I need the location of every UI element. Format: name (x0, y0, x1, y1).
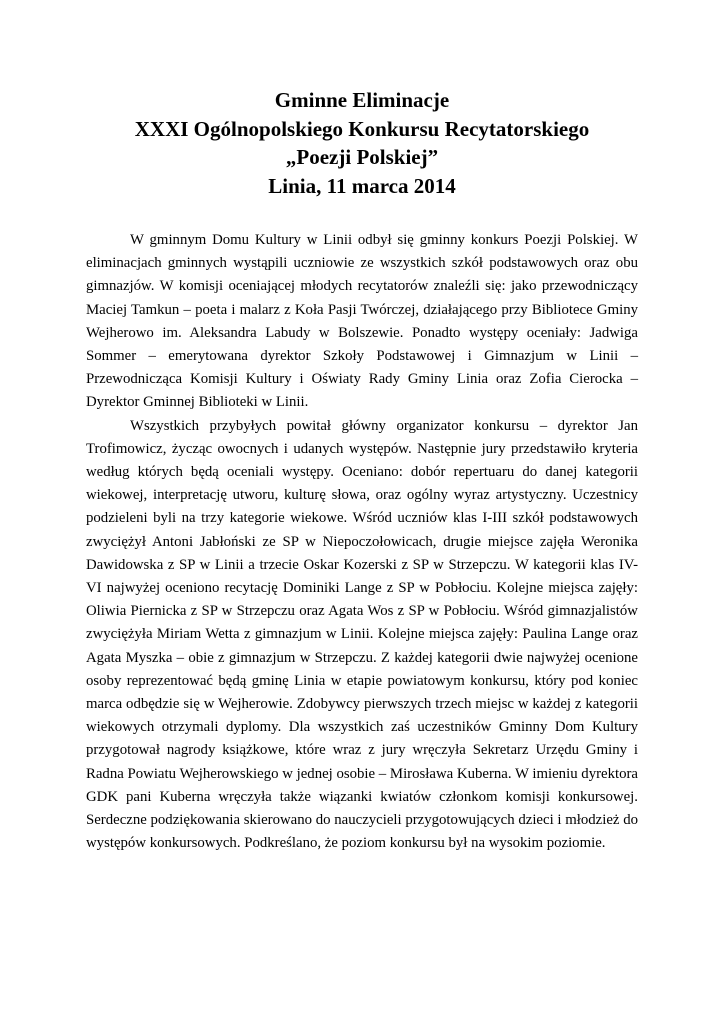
title-line-3: „Poezji Polskiej” (285, 145, 439, 169)
title-line-2: XXXI Ogólnopolskiego Konkursu Recytatorskiego (134, 116, 590, 141)
document-title (0, 86, 724, 200)
title-line-1: Gminne Eliminacje (274, 88, 450, 112)
paragraph-2: Wszystkich przybyłych powitał główny organizator konkursu – dyrektor Jan Trofimowicz, życząc owocnych i udanych występów. Następnie jury przedstawiło kryteria według których będą oceniali występy. Oceniano: dobór repertuaru do danej kategorii wiekowej, interpretację utworu, kulturę słowa, oraz ogólny wyraz artystyczny. Uczestnicy podzieleni byli na trzy kategorie wiekowe. Wśród uczniów klas I-III szkół podstawowych zwyciężył Antoni Jabłoński ze SP w Niepoczołowicach, drugie miejsce zajęła Weronika Dawidowska z SP w Linii a trzecie Oskar Kozerski z SP w Strzepczu. W kategorii klas IV-VI najwyżej oceniono recytację Dominiki Lange z SP w Pobłociu. Kolejne miejsca zajęły: Oliwia Piernicka z SP w Strzepczu oraz Agata Wos z SP w Pobłociu. Wśród gimnazjalistów zwyciężyła Miriam Wetta z gimnazjum w Linii. Kolejne miejsca zajęły: Paulina Lange oraz Agata Myszka – obie z gimnazjum w Strzepczu. Z każdej kategorii dwie najwyżej ocenione osoby reprezentować będą gminę Linia w etapie powiatowym konkursu, który pod koniec marca odbędzie się w Wejherowie. Zdobywcy pierwszych trzech miejsc w każdej z kategorii wiekowych otrzymali dyplomy. Dla wszystkich zaś uczestników Gminny Dom Kultury przygotował nagrody książkowe, które wraz z jury wręczyła Sekretarz Urzędu Gminy i Radna Powiatu Wejherowskiego w jednej osobie – Mirosława Kuberna. W imieniu dyrektora GDK pani Kuberna wręczyła także wiązanki kwiatów członkom komisji konkursowej. Serdeczne podziękowania skierowano do nauczycieli przygotowujących dzieci i młodzież do występów konkursowych. Podkreślano, że poziom konkursu był na wysokim poziomie. (86, 417, 638, 852)
title-line-4: Linia, 11 marca 2014 (268, 173, 456, 198)
document-body (86, 229, 638, 855)
paragraph-1: W gminnym Domu Kultury w Linii odbył się gminny konkurs Poezji Polskiej. W eliminacjach gminnych wystąpili uczniowie ze wszystkich szkół podstawowych oraz obu gimnazjów. W komisji oceniającej młodych recytatorów znaleźli się: jako przewodniczący Maciej Tamkun – poeta i malarz z Koła Pasji Twórczej, działającego przy Bibliotece Gminy Wejherowo im. Aleksandra Labudy w Bolszewie. Ponadto występy oceniały: Jadwiga Sommer – emerytowana dyrektor Szkoły Podstawowej i Gimnazjum w Linii – Przewodnicząca Komisji Kultury i Oświaty Rady Gminy Linia oraz Zofia Cierocka – Dyrektor Gminnej Biblioteki w Linii. (86, 232, 638, 411)
